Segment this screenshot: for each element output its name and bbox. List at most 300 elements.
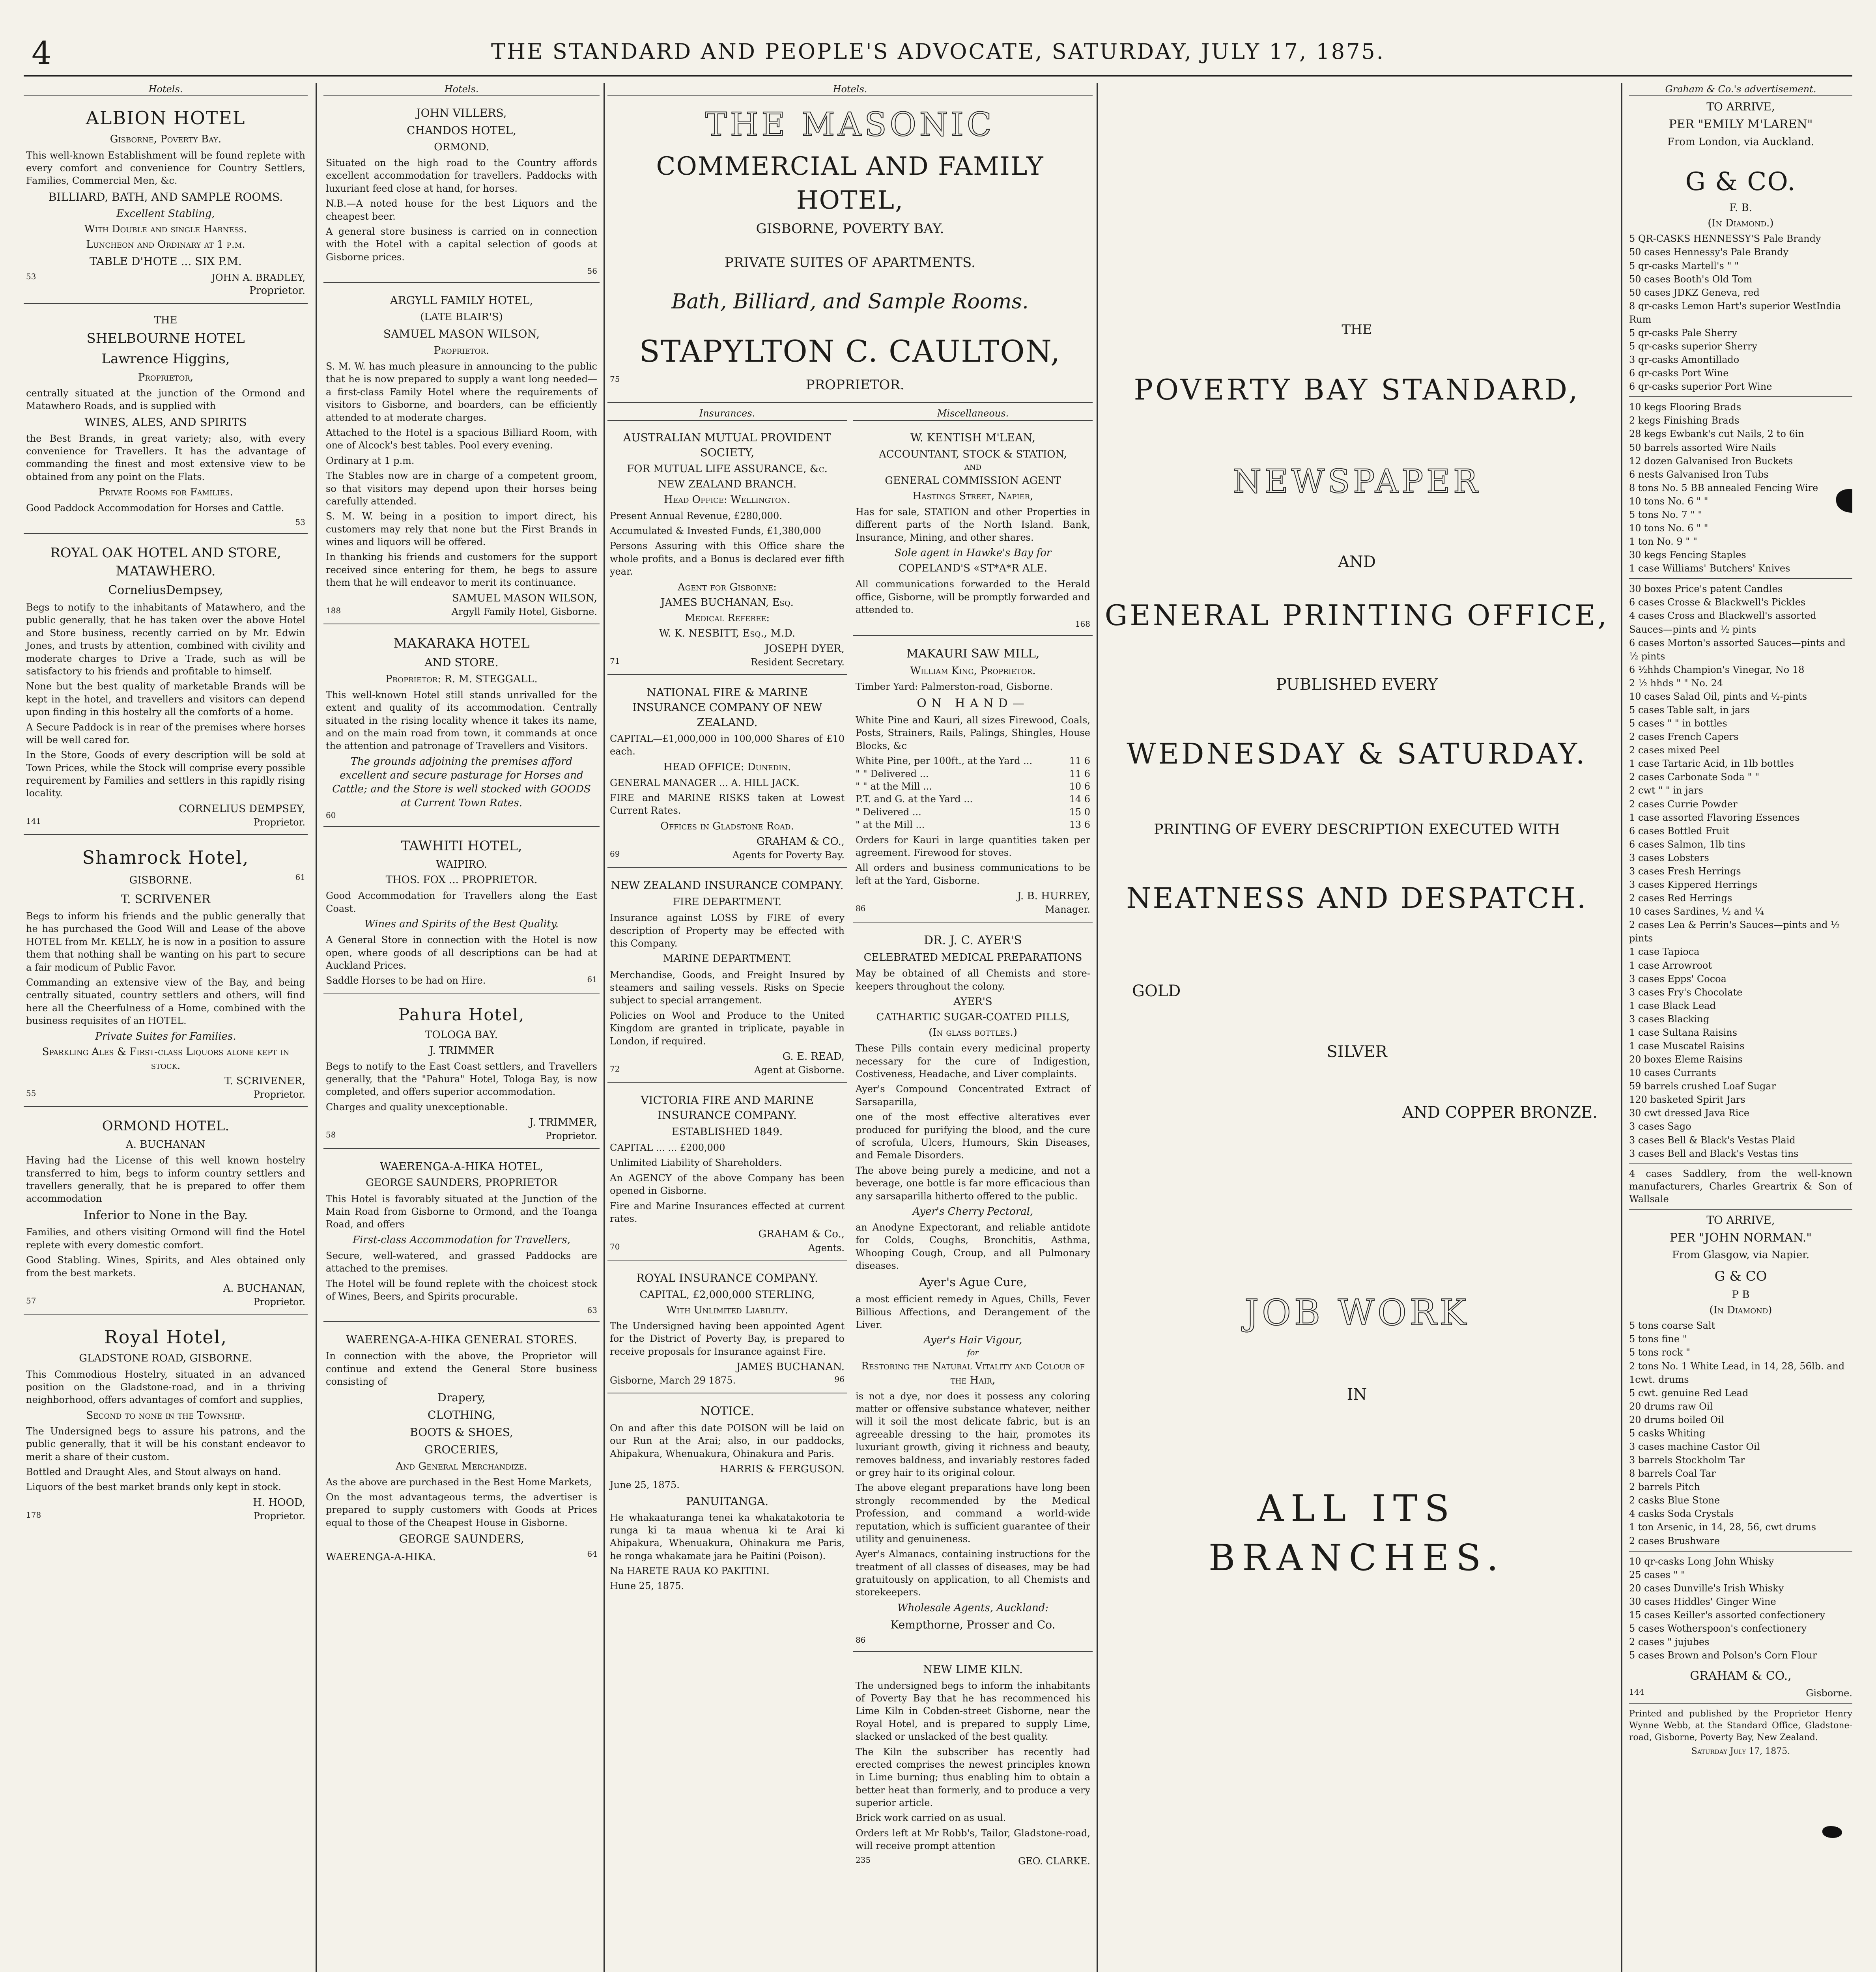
ad-number: 235 (856, 1855, 871, 1865)
ad-body: an Anodyne Expectorant, and reliable antidote for Colds, Coughs, Bronchitis, Asthma, Whooping Cough, Croup, and all Pulmonary diseases. (856, 1222, 1090, 1272)
ad-body: Good Accommodation for Travellers along the East Coast. (326, 890, 597, 914)
goods-list-item: 1 case Tartaric Acid, in 1lb bottles (1629, 758, 1794, 769)
ad-line: Ayer's Ague Cure, (919, 1275, 1027, 1289)
goods-list-item: 8 barrels Coal Tar (1629, 1468, 1716, 1479)
goods-list-item: 5 cases " " in bottles (1629, 718, 1727, 729)
ad-role: Proprietor. (253, 1510, 305, 1522)
ad-line: Medical Referee: (684, 612, 770, 624)
price-item: " at the Mill ... (856, 819, 925, 831)
ad-body: Merchandise, Goods, and Freight Insured by steamers and sailing vessels. Risks on Specie subject to special arrangement. (610, 969, 845, 1006)
ad-title: NEATNESS AND DESPATCH. (1126, 881, 1588, 915)
ad-body: In thanking his friends and customers for the support received since entering for them, he begs to assure them that he will endeavor to merit its continuance. (326, 551, 597, 588)
ad-title: MAKARAKA HOTEL (393, 635, 530, 652)
goods-list-item: 1 ton No. 9 " " (1629, 536, 1697, 547)
ad-role: PROPRIETOR. (805, 377, 904, 393)
ad-number: 86 (856, 904, 866, 913)
ad-title: NEW LIME KILN. (923, 1662, 1023, 1676)
goods-list-item: 5 cases Table salt, in jars (1629, 704, 1750, 716)
ad-line: Second to none in the Township. (86, 1409, 245, 1421)
ad-title: MAKAURI SAW MILL, (906, 646, 1040, 661)
price-value: 11 6 (1069, 755, 1090, 767)
ad-role: Proprietor. (545, 1130, 597, 1142)
sub-columns (607, 407, 1093, 1877)
ad-line: W. K. NESBITT, Esq., M.D. (659, 627, 796, 639)
royal-hotel-ad (24, 1318, 308, 1528)
ad-line: Ayer's Compound Concentrated Extract of Sarsaparilla, (856, 1083, 1090, 1107)
ad-number: 168 (1075, 619, 1090, 629)
ad-owner: T. SCRIVENER (121, 892, 211, 906)
ad-number: 53 (26, 271, 36, 281)
ad-line: GOLD (1132, 982, 1181, 1000)
nz-insurance-ad (607, 872, 847, 1083)
goods-list-item: 6 cases Morton's assorted Sauces—pints and ½ pints (1629, 637, 1846, 662)
ad-number: 69 (610, 849, 620, 859)
ad-body: the Best Brands, in great variety; also, with every convenience for Travellers. It has the advantage of commanding the finest and most extensive view to be obtained from any point on the Flats. (26, 433, 305, 482)
ad-owner: Proprietor: R. M. STEGGALL. (385, 673, 538, 685)
goods-list-item: 2 cases " jujubes (1629, 1636, 1710, 1648)
ad-line: Wholesale Agents, Auckland: (897, 1602, 1049, 1614)
goods-list-item: 3 qr-casks Amontillado (1629, 354, 1740, 366)
ad-line: COPELAND'S «ST*A*R ALE. (898, 562, 1048, 575)
ad-number: 60 (326, 810, 336, 820)
ad-line: BILLIARD, BATH, AND SAMPLE ROOMS. (48, 190, 283, 204)
ad-place: TOLOGA BAY. (425, 1029, 498, 1041)
goods-list-item: 5 tons coarse Salt (1629, 1320, 1715, 1331)
goods-list-item: 2 cases French Capers (1629, 731, 1739, 743)
goods-list-item: 20 cases Dunville's Irish Whisky (1629, 1582, 1784, 1594)
ad-signature: JAMES BUCHANAN. (736, 1361, 845, 1373)
ad-line: First-class Accommodation for Travellers, (352, 1234, 571, 1246)
ad-number: 144 (1629, 1687, 1644, 1697)
ad-place: Gisborne. (1806, 1687, 1852, 1699)
ad-line: From Glasgow, via Napier. (1672, 1249, 1810, 1261)
ad-owner: JOHN VILLERS, (416, 106, 507, 120)
ad-date: Hune 25, 1875. (610, 1580, 684, 1592)
ad-line: Head Office: Wellington. (664, 494, 790, 506)
ad-number: 75 (610, 374, 620, 384)
ad-title: G & CO. (1685, 167, 1796, 196)
ad-title: SHELBOURNE HOTEL (86, 331, 245, 347)
argyll-hotel-ad (323, 287, 600, 624)
ad-role: Proprietor. (253, 1089, 305, 1100)
ad-role: Agents for Poverty Bay. (732, 850, 845, 861)
ad-line: TO ARRIVE, (1706, 100, 1775, 114)
ad-body: All communications forwarded to the Herald office, Gisborne, will be promptly forwarded and attended to. (856, 579, 1090, 616)
ad-role: Proprietor, (138, 371, 194, 383)
ad-number: 58 (326, 1130, 336, 1140)
goods-list-item: 3 cases Bell & Black's Vestas Plaid (1629, 1134, 1796, 1146)
ad-body: The above being purely a medicine, and not a beverage, one bottle is far more efficacious than any sarsaparilla hitherto offered to the public. (856, 1165, 1090, 1202)
ad-title: WEDNESDAY & SATURDAY. (1127, 737, 1587, 770)
ad-body: Present Annual Revenue, £280,000. (610, 510, 782, 521)
ad-body: Accumulated & Invested Funds, £1,380,000 (610, 525, 821, 536)
price-value: 14 6 (1069, 794, 1090, 805)
price-value: 10 6 (1069, 781, 1090, 792)
ad-title: DR. J. C. AYER'S (924, 933, 1022, 947)
ad-line: PRIVATE SUITES OF APARTMENTS. (725, 254, 975, 271)
column-graham-advertisement (1629, 83, 1852, 1759)
ad-body: Has for sale, STATION and other Properties in different parts of the North Island. Bank, Insurance, Mining, and other shares. (856, 506, 1090, 543)
ad-place: WAERENGA-A-HIKA. (326, 1551, 436, 1563)
price-value: 15 0 (1069, 806, 1090, 818)
imprint-date: Saturday July 17, 1875. (1691, 1746, 1790, 1757)
ad-body: On the most advantageous terms, the advertiser is prepared to supply customers with Goods at Prices equal to those of the Cheapest House in Gisborne. (326, 1492, 597, 1528)
ad-line: AND COPPER BRONZE. (1402, 1103, 1598, 1122)
goods-list-item: 3 cases Sago (1629, 1121, 1691, 1132)
ad-line: CELEBRATED MEDICAL PREPARATIONS (863, 952, 1082, 964)
goods-list-item: 10 cases Currants (1629, 1067, 1716, 1079)
ad-body: Persons Assuring with this Office share the whole profits, and a Bonus is declared ever fifth year. (610, 540, 845, 577)
ad-body: This Commodious Hostelry, situated in an advanced position on the Gladstone-road, and in a thriving neighborhood, offers advantages of comfort and supplies, (26, 1369, 305, 1406)
albion-hotel-ad (24, 99, 308, 304)
ad-signature: J. TRIMMER, (529, 1117, 597, 1129)
goods-list-item: 50 cases JDKZ Geneva, red (1629, 287, 1760, 298)
goods-list-item: 6 nests Galvanised Iron Tubs (1629, 469, 1769, 480)
ad-body: None but the best quality of marketable Brands will be kept in the hotel, and travellers and visitors can depend upon finding in this hostelry all the comforts of a home. (26, 681, 305, 718)
ad-number: 61 (295, 872, 305, 882)
ad-line: Agent for Gisborne: (677, 581, 777, 593)
ad-signature: Na HARETE RAUA KO PAKITINI. (610, 1565, 770, 1577)
ad-signature: HARRIS & FERGUSON. (719, 1463, 845, 1475)
ad-body: S. M. W. has much pleasure in announcing to the public that he is now prepared to supply a want long needed—a first-class Family Hotel where the requirements of visitors to Gisborne, and boarders, can be efficiently attended to at moderate charges. (326, 360, 597, 423)
masthead (24, 28, 1852, 77)
goods-list-item: 2 ½ hhds " " No. 24 (1629, 677, 1723, 689)
mclean-agent-ad (853, 424, 1093, 636)
royal-insurance-ad (607, 1264, 847, 1393)
ad-body: Begs to notify to the inhabitants of Matawhero, and the public generally, that he has taken over the above Hotel and Store business, recently carried on by Mr. Edwin Jones, and trusts by attention, combined with civility and moderate charges to Drive a Trade, such as will be satisfactory to his friends and profitable to himself. (26, 601, 305, 677)
poison-notice-ad (607, 1397, 847, 1600)
price-row (856, 793, 1090, 805)
shamrock-hotel-ad (24, 839, 308, 1107)
ad-line: (In Diamond.) (1708, 217, 1774, 230)
column-rule (604, 83, 605, 1972)
section-heading: Graham & Co.'s advertisement. (1629, 83, 1852, 96)
makaraka-hotel-ad (323, 628, 600, 827)
ad-body: Attached to the Hotel is a spacious Billiard Room, with one of Alcock's best tables. Pool every evening. (326, 427, 597, 451)
goods-list-item: 2 cwt " " in jars (1629, 785, 1703, 796)
goods-list-item: 5 qr-casks Pale Sherry (1629, 327, 1737, 338)
ad-number: 71 (610, 656, 620, 666)
ad-line: NEW ZEALAND BRANCH. (658, 478, 797, 491)
insurances-column (607, 407, 847, 1877)
ad-signature: H. HOOD, (253, 1496, 305, 1509)
ad-title: Shamrock Hotel, (82, 847, 249, 868)
goods-list-item: 3 cases Fresh Herrings (1629, 865, 1741, 877)
ad-number: 61 (587, 975, 597, 984)
goods-list-item: 2 cases Brushware (1629, 1535, 1720, 1546)
column-rule (1097, 83, 1098, 1972)
ad-body: CAPITAL—£1,000,000 in 100,000 Shares of £10 each. (610, 733, 845, 757)
price-item: " Delivered ... (856, 806, 921, 818)
ad-body: The Kiln the subscriber has recently had erected comprises the newest principles known in Lime burning; thus enabling him to obtain a better heat than formerly, and to produce a very superior article. (856, 1746, 1090, 1809)
ad-title: ROYAL OAK HOTEL AND STORE, MATAWHERO. (50, 545, 281, 579)
ad-line: TABLE D'HOTE ... SIX P.M. (90, 254, 242, 268)
ad-title: ALL ITS BRANCHES. (1208, 1487, 1506, 1579)
goods-list-item: 5 QR-CASKS HENNESSY'S Pale Brandy (1629, 233, 1821, 245)
ad-line: ON HAND— (917, 696, 1029, 710)
ad-line: Luncheon and Ordinary at 1 p.m. (86, 238, 245, 250)
ad-line: AND (964, 463, 982, 472)
ad-line: Ayer's Hair Vigour, (923, 1334, 1022, 1346)
price-value: 13 6 (1069, 819, 1090, 831)
ad-title: NEWSPAPER (1233, 463, 1481, 501)
ad-body: centrally situated at the junction of the Ormond and Matawhero Roads, and is supplied with (26, 388, 305, 412)
goods-list-item: 30 cases Hiddles' Ginger Wine (1629, 1596, 1776, 1607)
pahura-hotel-ad (323, 997, 600, 1149)
ad-item: And General Merchandize. (396, 1460, 527, 1472)
goods-list-item: 50 barrels assorted Wire Nails (1629, 442, 1776, 453)
goods-list-item: 1 case Williams' Butchers' Knives (1629, 563, 1790, 574)
ad-body: Good Stabling. Wines, Spirits, and Ales obtained only from the best markets. (26, 1255, 305, 1279)
ormond-hotel-ad (24, 1111, 308, 1315)
goods-list-item: 1 case Sultana Raisins (1629, 1027, 1738, 1038)
newspaper-title: THE STANDARD AND PEOPLE'S ADVOCATE, SATURDAY, JULY 17, 1875. (491, 39, 1385, 64)
goods-list-item: 30 boxes Price's patent Candles (1629, 583, 1783, 595)
ad-line: PUBLISHED EVERY (1276, 675, 1438, 694)
ad-signature: T. SCRIVENER, (224, 1075, 305, 1087)
ad-line: From London, via Auckland. (1667, 136, 1814, 148)
ad-title: Royal Hotel, (104, 1326, 227, 1348)
ad-body: Having had the License of this well known hostelry transferred to him, begs to inform country settlers and travellers generally, that he is prepared to offer them accommodation (26, 1155, 305, 1204)
ad-address: Hastings Street, Napier, (912, 490, 1033, 502)
ad-title: WAERENGA-A-HIKA HOTEL, (379, 1160, 544, 1173)
goods-list-item: 5 qr-casks Martell's " " (1629, 260, 1739, 271)
goods-list-item: 8 qr-casks Lemon Hart's superior WestIndia Rum (1629, 300, 1841, 325)
price-value: 11 6 (1069, 768, 1090, 779)
ad-body: As the above are purchased in the Best Home Markets, (326, 1476, 592, 1488)
goods-list-item: 3 cases Bell and Black's Vestas tins (1629, 1148, 1799, 1159)
ad-line: F. B. (1729, 202, 1752, 214)
goods-list-item: 6 qr-casks Port Wine (1629, 368, 1729, 379)
ad-body: This Hotel is favorably situated at the Junction of the Main Road from Gisborne to Ormond, and the Toanga Road, and offers (326, 1193, 597, 1230)
ad-number: 86 (856, 1635, 866, 1645)
ad-title: COMMERCIAL AND FAMILY HOTEL, (656, 152, 1044, 215)
goods-list-item: 50 cases Booth's Old Tom (1629, 273, 1753, 285)
price-item: " " Delivered ... (856, 768, 929, 779)
section-heading: Hotels. (323, 83, 600, 96)
ad-line: Sparkling Ales & First-class Liquors alone kept in stock. (42, 1046, 290, 1072)
goods-list-item: 1 case Black Lead (1629, 1000, 1716, 1011)
goods-list-stores (1629, 1319, 1852, 1547)
lime-kiln-ad (853, 1656, 1093, 1873)
ad-line: FIRE DEPARTMENT. (673, 896, 782, 908)
goods-list-item: 2 kegs Finishing Brads (1629, 415, 1740, 426)
goods-list-item: 10 tons No. 6 " " (1629, 523, 1708, 534)
ad-body: Begs to notify to the East Coast settlers, and Travellers generally, that the "Pahura" Hotel, Tologa Bay, is now completed, and offers superior accommodation. (326, 1061, 597, 1098)
ad-place: WAIPIRO. (436, 859, 487, 871)
ad-line: THE (1342, 322, 1372, 338)
goods-list-item: 2 cases Currie Powder (1629, 798, 1738, 810)
ad-line: WINES, ALES, AND SPIRITS (84, 415, 247, 429)
goods-list-item: 6 cases Crosse & Blackwell's Pickles (1629, 597, 1806, 608)
ad-body: GENERAL MANAGER ... A. HILL JACK. (610, 777, 800, 788)
ad-body: Good Paddock Accommodation for Horses and Cattle. (26, 502, 284, 514)
ad-line: MARINE DEPARTMENT. (663, 953, 792, 965)
ad-number: 188 (326, 605, 341, 615)
tawhiti-hotel-ad (323, 831, 600, 993)
ad-body: May be obtained of all Chemists and store-keepers throughout the colony. (856, 968, 1090, 992)
ad-body: Commanding an extensive view of the Bay, and being centrally situated, country settlers and others, will find here all the Cheerfulness of a Home, combined with the business requisites of an HOTEL. (26, 977, 305, 1027)
ad-body: All orders and business communications to be left at the Yard, Gisborne. (856, 862, 1090, 886)
ad-body: Orders left at Mr Robb's, Tailor, Gladstone-road, will receive prompt attention (856, 1827, 1090, 1852)
price-item: White Pine, per 100ft., at the Yard ... (856, 755, 1033, 767)
ad-body: Orders for Kauri in large quantities taken per agreement. Firewood for stoves. (856, 834, 1090, 858)
ad-body: FIRE and MARINE RISKS taken at Lowest Current Rates. (610, 792, 845, 816)
ad-title: W. KENTISH M'LEAN, (910, 431, 1035, 444)
ad-title: WAERENGA-A-HIKA GENERAL STORES. (346, 1333, 577, 1346)
ad-line: SILVER (1327, 1042, 1387, 1061)
goods-list-item: 25 cases " " (1629, 1569, 1685, 1580)
section-heading: Miscellaneous. (853, 407, 1093, 420)
ad-role: Proprietor. (433, 344, 490, 357)
ad-title: GENERAL PRINTING OFFICE, (1104, 598, 1609, 632)
ad-line: Excellent Stabling, (116, 207, 215, 220)
ad-line: ESTABLISHED 1849. (671, 1126, 783, 1138)
waerenga-hotel-ad (323, 1153, 600, 1322)
ad-line: Ayer's Cherry Pectoral, (912, 1206, 1033, 1218)
ad-body: Ayer's Almanacs, containing instructions for the treatment of all classes of diseases, may be had gratuitously on application, to all Chemists and storekeepers. (856, 1548, 1090, 1598)
goods-list-item: 10 kegs Flooring Brads (1629, 401, 1741, 413)
ad-line: PRINTING OF EVERY DESCRIPTION EXECUTED WITH (1154, 822, 1560, 838)
ad-owner: A. BUCHANAN (126, 1139, 206, 1151)
ad-date: June 25, 1875. (610, 1479, 680, 1491)
ad-line: FOR MUTUAL LIFE ASSURANCE, &c. (627, 463, 828, 475)
ad-title: ALBION HOTEL (86, 107, 246, 129)
ad-line: With Unlimited Liability. (666, 1304, 788, 1316)
goods-list-item: 2 cases Red Herrings (1629, 893, 1732, 904)
section-heading: Insurances. (607, 407, 847, 420)
ad-signature: SAMUEL MASON WILSON, (452, 592, 597, 604)
column-standard-advertisement (1101, 83, 1613, 1606)
goods-list-item: 20 drums boiled Oil (1629, 1414, 1724, 1425)
ad-body: He whakaaturanga tenei ka whakatakotoria te runga ki ta maua whenua ki te Arai ki Ahipakura, Whenuakura, Ohinakura me Paris, he ronga whakamate jara he Paitini (Poison). (610, 1512, 845, 1561)
goods-list-item: 2 cases Lea & Perrin's Sauces—pints and ½ pints (1629, 919, 1840, 944)
ad-line: With Double and single Harness. (84, 223, 247, 235)
ad-title: AUSTRALIAN MUTUAL PROVIDENT SOCIETY, (623, 431, 831, 459)
goods-list-groceries (1629, 582, 1852, 1160)
ad-signature: GRAHAM & CO., (1690, 1669, 1792, 1683)
ad-title: Pahura Hotel, (398, 1005, 525, 1024)
goods-list-item: 3 cases machine Castor Oil (1629, 1441, 1760, 1453)
ad-place: Gisborne, Poverty Bay. (110, 133, 222, 146)
column-rule (316, 83, 317, 1972)
goods-list-item: 5 cases Brown and Polson's Corn Flour (1629, 1650, 1817, 1661)
ad-title: NATIONAL FIRE & MARINE INSURANCE COMPANY OF NEW ZEALAND. (632, 686, 822, 729)
ad-line: THE (154, 314, 178, 327)
ad-owner: SAMUEL MASON WILSON, (383, 327, 540, 341)
ad-line: AYER'S (953, 996, 992, 1008)
ad-line: (In Diamond) (1709, 1304, 1772, 1317)
ad-item: CLOTHING, (428, 1408, 495, 1422)
ad-place: GISBORNE. (129, 874, 192, 887)
amp-society-ad (607, 424, 847, 675)
ad-address: Argyll Family Hotel, Gisborne. (451, 606, 597, 617)
price-row (856, 818, 1090, 831)
goods-list-item: 15 cases Keiller's assorted confectionery (1629, 1609, 1826, 1621)
ad-place: GLADSTONE ROAD, GISBORNE. (79, 1352, 252, 1365)
goods-list-item: 59 barrels crushed Loaf Sugar (1629, 1081, 1776, 1092)
goods-list-item: 2 barrels Pitch (1629, 1481, 1700, 1493)
ad-line: CAPITAL, £2,000,000 STERLING, (639, 1289, 815, 1301)
ad-body: A general store business is carried on in connection with the Hotel with a capital selection of goods at Gisborne prices. (326, 226, 597, 263)
ad-body: The Stables now are in charge of a competent groom, so that visitors may depend upon their horses being carefully attended. (326, 470, 597, 507)
ad-owner: CorneliusDempsey, (108, 583, 223, 598)
ad-body: The undersigned begs to inform the inhabitants of Poverty Bay that he has recommenced his Lime Kiln in Cobden-street Gisborne, near the Royal Hotel, and is prepared to supply Lime, slacked or unslacked of the best quality. (856, 1680, 1090, 1742)
ad-title: JOB WORK (1244, 1292, 1469, 1333)
goods-list-item: 28 kegs Ewbank's cut Nails, 2 to 6in (1629, 428, 1804, 440)
ad-title: G & CO (1714, 1268, 1767, 1285)
ayer-medical-ad (853, 926, 1093, 1652)
goods-list-item: 3 cases Blacking (1629, 1013, 1710, 1025)
goods-list-item: 1 case Tapioca (1629, 946, 1700, 958)
ad-line: (LATE BLAIR'S) (420, 311, 503, 323)
ad-line: CATHARTIC SUGAR-COATED PILLS, (876, 1011, 1070, 1023)
ad-owner: William King, Proprietor. (910, 665, 1036, 677)
ad-role: Manager. (1045, 904, 1090, 915)
ad-body: CAPITAL ... ... £200,000 (610, 1142, 725, 1154)
ad-item: Drapery, (437, 1391, 486, 1404)
goods-list-item: 8 tons No. 5 BB annealed Fencing Wire (1629, 482, 1818, 493)
ad-line: Sole agent in Hawke's Bay for (894, 547, 1052, 559)
ad-line: ACCOUNTANT, STOCK & STATION, (879, 448, 1067, 460)
ad-body: The above elegant preparations have long been strongly recommended by the Medical Profession, and command a world-wide reputation, which is sufficient guarantee of their utility and genuineness. (856, 1482, 1090, 1544)
ad-date: Gisborne, March 29 1875. (610, 1375, 736, 1386)
ad-body: In the Store, Goods of every description will be sold at Town Prices, while the Stock will comprise every possible requirement by Families and settlers in this rapidly rising locality. (26, 749, 305, 799)
ad-owner: J. TRIMMER (429, 1044, 494, 1057)
waerenga-stores-ad (323, 1326, 600, 1571)
shelbourne-hotel-ad (24, 308, 308, 534)
ad-body: Liquors of the best market brands only kept in stock. (26, 1481, 281, 1493)
ad-line: PER "JOHN NORMAN." (1669, 1231, 1812, 1245)
ad-body: Ordinary at 1 p.m. (326, 455, 415, 466)
ad-body: An AGENCY of the above Company has been opened in Gisborne. (610, 1172, 845, 1197)
price-row (856, 754, 1090, 767)
goods-list-item: 2 tons No. 1 White Lead, in 14, 28, 56lb. and 1cwt. drums (1629, 1360, 1845, 1385)
column-hotels-2 (323, 83, 600, 1575)
ad-body: On and after this date POISON will be laid on our Run at the Arai; also, in our paddocks, Ahipakura, Whenuakura, Ohinakura and Paris. (610, 1423, 845, 1459)
ad-body: is not a dye, nor does it possess any coloring matter or offensive substance whatever, neither will it soil the most delicate fabric, but is an agreeable dressing to the hair, promotes its luxuriant growth, giving it richness and beauty, removes baldness, and invariably restores faded or grey hair to its original colour. (856, 1390, 1090, 1478)
goods-list-item: 3 cases Epps' Cocoa (1629, 973, 1727, 984)
ad-line: PER "EMILY M'LAREN" (1669, 118, 1813, 132)
ad-address: Timber Yard: Palmerston-road, Gisborne. (856, 681, 1053, 693)
ad-number: 178 (26, 1510, 41, 1520)
ad-body: Insurance against LOSS by FIRE of every description of Property may be effected with this Company. (610, 912, 845, 949)
ad-line: Offices in Gladstone Road. (660, 820, 794, 832)
ad-body: Bottled and Draught Ales, and Stout always on hand. (26, 1466, 281, 1478)
ad-title: POVERTY BAY STANDARD, (1134, 373, 1580, 406)
miscellaneous-column (853, 407, 1093, 1877)
ad-number: 70 (610, 1242, 620, 1251)
goods-list-item: 5 tons No. 7 " " (1629, 509, 1702, 520)
makauri-saw-mill-ad (853, 640, 1093, 923)
ad-owner: GEORGE SAUNDERS, PROPRIETOR (366, 1177, 557, 1189)
ad-role: Agent at Gisborne. (754, 1064, 845, 1076)
ad-owner: THOS. FOX ... PROPRIETOR. (385, 874, 538, 886)
ad-signature: JOHN A. BRADLEY, (211, 272, 305, 283)
column-rule (1621, 83, 1622, 1972)
price-row (856, 780, 1090, 793)
ad-line: IN (1347, 1386, 1367, 1404)
ad-number: 72 (610, 1064, 620, 1074)
ad-body: 4 cases Saddlery, from the well-known manufacturers, Charles Greartrix & Son of Wallsale (1629, 1168, 1852, 1205)
section-heading: Hotels. (607, 83, 1093, 96)
ad-number: 55 (26, 1088, 36, 1098)
goods-list-item: 30 cwt dressed Java Rice (1629, 1107, 1750, 1119)
ad-body: A Secure Paddock is in rear of the premises where horses will be well cared for. (26, 721, 305, 745)
goods-list-item: 12 dozen Galvanised Iron Buckets (1629, 455, 1793, 467)
ad-body: Begs to inform his friends and the public generally that he has purchased the Good Will and Lease of the above HOTEL from Mr. KELLY, he is now in a position to assure them that nothing shall be wanting on his part to secure a fair modicum of Public Favor. (26, 911, 305, 973)
section-heading: Hotels. (24, 83, 308, 96)
